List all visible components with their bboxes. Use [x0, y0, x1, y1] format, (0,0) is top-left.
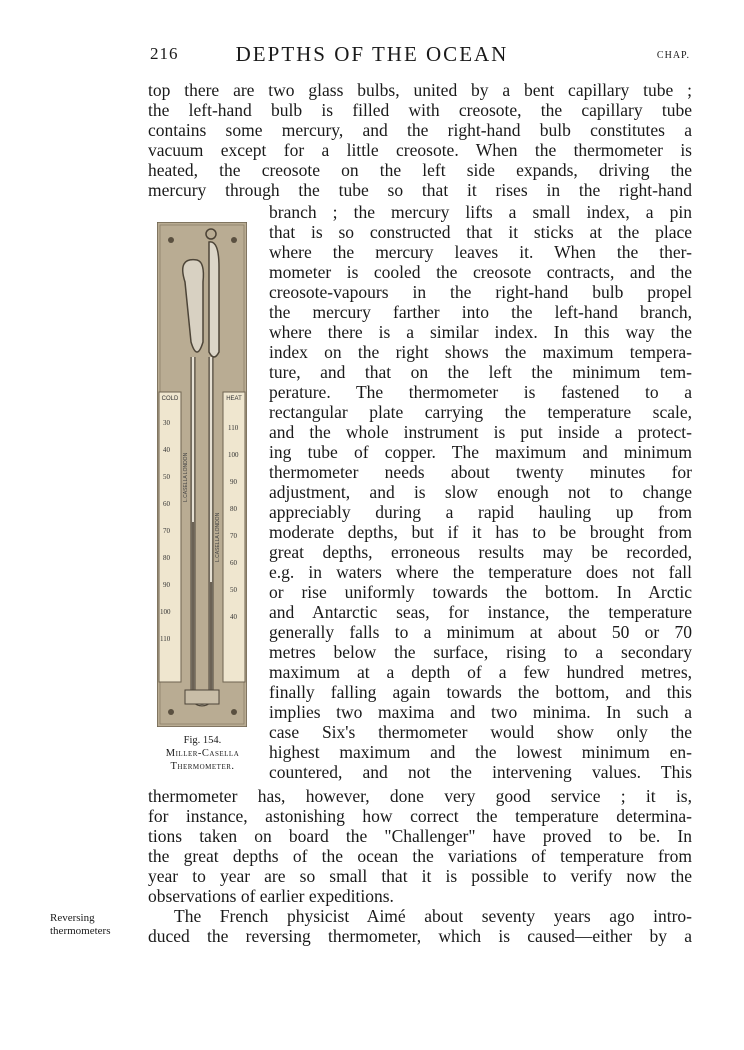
body-text-line: and the whole instrument is put inside a protect-	[269, 422, 692, 442]
body-text-line: or rise uniformly towards the bottom. In Arctic	[269, 582, 692, 602]
figure-title: Miller-Casella	[165, 748, 240, 759]
body-text-line: year to year are so small that it is possible to verify now the	[148, 866, 692, 886]
body-text-line: the mercury farther into the left-hand branch,	[269, 302, 692, 322]
scale-tick-label: 60	[163, 500, 170, 508]
screw-icon	[231, 237, 237, 243]
body-text-line: generally falls to a minimum at about 50 or 70	[269, 622, 692, 642]
body-text-line: creosote-vapours in the right-hand bulb propel	[269, 282, 692, 302]
body-text-line: ture, and that on the left the minimum tem-	[269, 362, 692, 382]
body-text-line: mometer is cooled the creosote contracts, and the	[269, 262, 692, 282]
body-text-line: heated, the creosote on the left side expands, driving the	[148, 160, 692, 180]
chapter-label: CHAP.	[656, 50, 690, 61]
body-text-line: the left-hand bulb is filled with creosote, the capillary tube	[148, 100, 692, 120]
running-title: DEPTHS OF THE OCEAN	[235, 42, 509, 66]
margin-note-line: Reversing	[50, 912, 95, 924]
cold-label: COLD	[161, 396, 179, 402]
scale-tick-label: 110	[160, 635, 171, 643]
scale-tick-label: 50	[163, 473, 170, 481]
body-text-line: e.g. in waters where the temperature does not fall	[269, 562, 692, 582]
scale-tick-label: 100	[228, 451, 239, 459]
scale-tick-label: 30	[163, 419, 170, 427]
body-text-line: countered, and not the intervening values. This	[269, 762, 692, 782]
body-text-line: moderate depths, but if it has to be brought from	[269, 522, 692, 542]
heat-label: HEAT	[226, 396, 242, 402]
body-text-line: The French physicist Aimé about seventy years ago intro-	[174, 906, 692, 926]
figure-title: Thermometer.	[170, 761, 235, 772]
body-text-line: duced the reversing thermometer, which is caused—either by a	[148, 926, 692, 946]
body-text-line: where there is a similar index. In this way the	[269, 322, 692, 342]
body-text-line: finally falling again towards the bottom, and this	[269, 682, 692, 702]
body-text-line: where the mercury leaves it. When the ther-	[269, 242, 692, 262]
body-text-line: branch ; the mercury lifts a small index, a pin	[269, 202, 692, 222]
screw-icon	[168, 709, 174, 715]
thermometer-illustration	[157, 222, 247, 727]
scale-tick-label: 90	[163, 581, 170, 589]
body-text-line: adjustment, and is slow enough not to change	[269, 482, 692, 502]
body-text-line: for instance, astonishing how correct the temperature determina-	[148, 806, 692, 826]
scale-tick-label: 60	[230, 559, 237, 567]
body-text-line: metres below the surface, rising to a secondary	[269, 642, 692, 662]
page-number: 216	[150, 44, 179, 63]
scale-tick-label: 90	[230, 478, 237, 486]
maker-mark-left: L.CASELLA LONDON	[183, 452, 189, 502]
body-text-line: thermometer needs about twenty minutes for	[269, 462, 692, 482]
body-text-line: perature. The thermometer is fastened to a	[269, 382, 692, 402]
body-text-line: observations of earlier expeditions.	[148, 886, 394, 906]
body-text-line: great depths, erroneous results may be recorded,	[269, 542, 692, 562]
body-text-line: index on the right shows the maximum tempera-	[269, 342, 692, 362]
screw-icon	[168, 237, 174, 243]
body-text-line: appreciably during a rapid hauling up from	[269, 502, 692, 522]
body-text-line: contains some mercury, and the right-hand bulb constitutes a	[148, 120, 692, 140]
body-text-line: case Six's thermometer would show only the	[269, 722, 692, 742]
body-text-line: tions taken on board the "Challenger" have proved to be. In	[148, 826, 692, 846]
body-text-line: that is so constructed that it sticks at the place	[269, 222, 692, 242]
maker-mark-right: L.CASELLA LONDON	[215, 512, 221, 562]
body-text-line: implies two maxima and two minima. In such a	[269, 702, 692, 722]
body-text-line: vacuum except for a little creosote. When the thermometer is	[148, 140, 692, 160]
body-text-line: rectangular plate carrying the temperature scale,	[269, 402, 692, 422]
body-text-line: highest maximum and the lowest minimum en-	[269, 742, 692, 762]
scale-tick-label: 110	[228, 424, 239, 432]
body-text-line: thermometer has, however, done very good service ; it is,	[148, 786, 692, 806]
scale-tick-label: 80	[230, 505, 237, 513]
scale-tick-label: 80	[163, 554, 170, 562]
scale-tick-label: 40	[230, 613, 237, 621]
body-text-line: and Antarctic seas, for instance, the temperature	[269, 602, 692, 622]
body-text-line: top there are two glass bulbs, united by a bent capillary tube ;	[148, 80, 692, 100]
scale-tick-label: 100	[160, 608, 171, 616]
body-text-line: mercury through the tube so that it rises in the right-hand	[148, 180, 692, 200]
scale-tick-label: 50	[230, 586, 237, 594]
scale-tick-label: 70	[163, 527, 170, 535]
body-text-line: the great depths of the ocean the variations of temperature from	[148, 846, 692, 866]
right-bulb	[209, 242, 219, 357]
body-text-line: maximum at a depth of a few hundred metres,	[269, 662, 692, 682]
screw-icon	[231, 709, 237, 715]
tube-clip	[185, 690, 219, 704]
figure-number: Fig. 154.	[183, 735, 222, 746]
body-text-line: ing tube of copper. The maximum and minimum	[269, 442, 692, 462]
scale-tick-label: 40	[163, 446, 170, 454]
scale-tick-label: 70	[230, 532, 237, 540]
margin-note-line: thermometers	[50, 925, 111, 937]
